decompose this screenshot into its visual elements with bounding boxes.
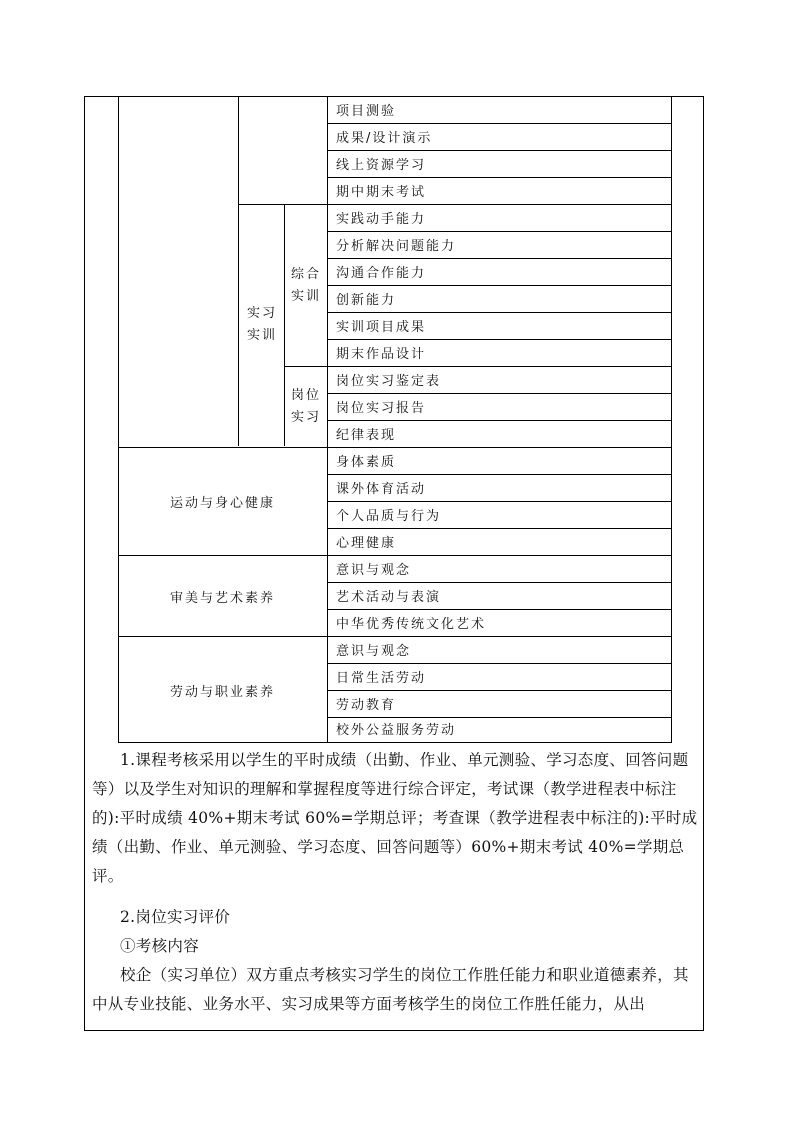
table-cell: 期中期末考试 bbox=[336, 185, 427, 200]
sports-label: 运动与身心健康 bbox=[169, 496, 275, 511]
table-cell: 岗位实习报告 bbox=[336, 401, 427, 416]
content-paragraph: 校企（实习单位）双方重点考核实习学生的岗位工作胜任能力和职业道德素养，其中从专业技能、业务水平、实习成果等方面考核学生的岗位工作胜任能力，从出 bbox=[92, 966, 689, 1013]
col-line-3 bbox=[327, 96, 328, 742]
table-cell: 岗位实习鉴定表 bbox=[336, 374, 442, 389]
table-cell: 实训项目成果 bbox=[336, 320, 427, 335]
table-cell: 意识与观念 bbox=[336, 644, 412, 659]
practice-label: 实习 实训 bbox=[246, 306, 277, 343]
table-cell: 个人品质与行为 bbox=[336, 509, 442, 524]
table-cell: 校外公益服务劳动 bbox=[336, 723, 457, 738]
table-cell: 分析解决问题能力 bbox=[336, 239, 457, 254]
table-cell: 中华优秀传统文化艺术 bbox=[336, 617, 487, 632]
table-cell: 线上资源学习 bbox=[336, 158, 427, 173]
internship-label: 岗位 实习 bbox=[290, 388, 321, 425]
comprehensive-label: 综合 实训 bbox=[290, 267, 321, 304]
table-cell: 创新能力 bbox=[336, 293, 397, 308]
table-cell: 项目测验 bbox=[336, 104, 397, 119]
table-cell: 期末作品设计 bbox=[336, 347, 427, 362]
col-line-1 bbox=[238, 96, 239, 446]
table-cell: 日常生活劳动 bbox=[336, 671, 427, 686]
table-cell: 实践动手能力 bbox=[336, 212, 427, 227]
col-line-2 bbox=[284, 204, 285, 446]
table-cell: 课外体育活动 bbox=[336, 482, 427, 497]
assessment-content-heading: ①考核内容 bbox=[120, 937, 200, 955]
row-line bbox=[238, 204, 672, 205]
table-cell: 成果/设计演示 bbox=[336, 131, 433, 146]
internship-heading: 2.岗位实习评价 bbox=[120, 908, 231, 926]
table-cell: 纪律表现 bbox=[336, 428, 397, 443]
table-cell: 沟通合作能力 bbox=[336, 266, 427, 281]
table-cell: 心理健康 bbox=[336, 536, 397, 551]
table-cell: 身体素质 bbox=[336, 455, 397, 470]
art-label: 审美与艺术素养 bbox=[169, 591, 275, 606]
labor-label: 劳动与职业素养 bbox=[169, 685, 275, 700]
assessment-paragraph: 1.课程考核采用以学生的平时成绩（出勤、作业、单元测验、学习态度、回答问题等）以及学生对知识的理解和掌握程度等进行综合评定，考试课（教学进程表中标注的):平时成绩 40%+期末考试 60%=学期总评；考查课（教学进程表中标注的):平时成绩（出勤、作业、单元测验、学习态度、回答问题等）60%+期末考试 40%=学期总评。 bbox=[92, 751, 698, 885]
table-cell: 意识与观念 bbox=[336, 563, 412, 578]
table-cell: 艺术活动与表演 bbox=[336, 590, 442, 605]
table-cell: 劳动教育 bbox=[336, 698, 397, 713]
